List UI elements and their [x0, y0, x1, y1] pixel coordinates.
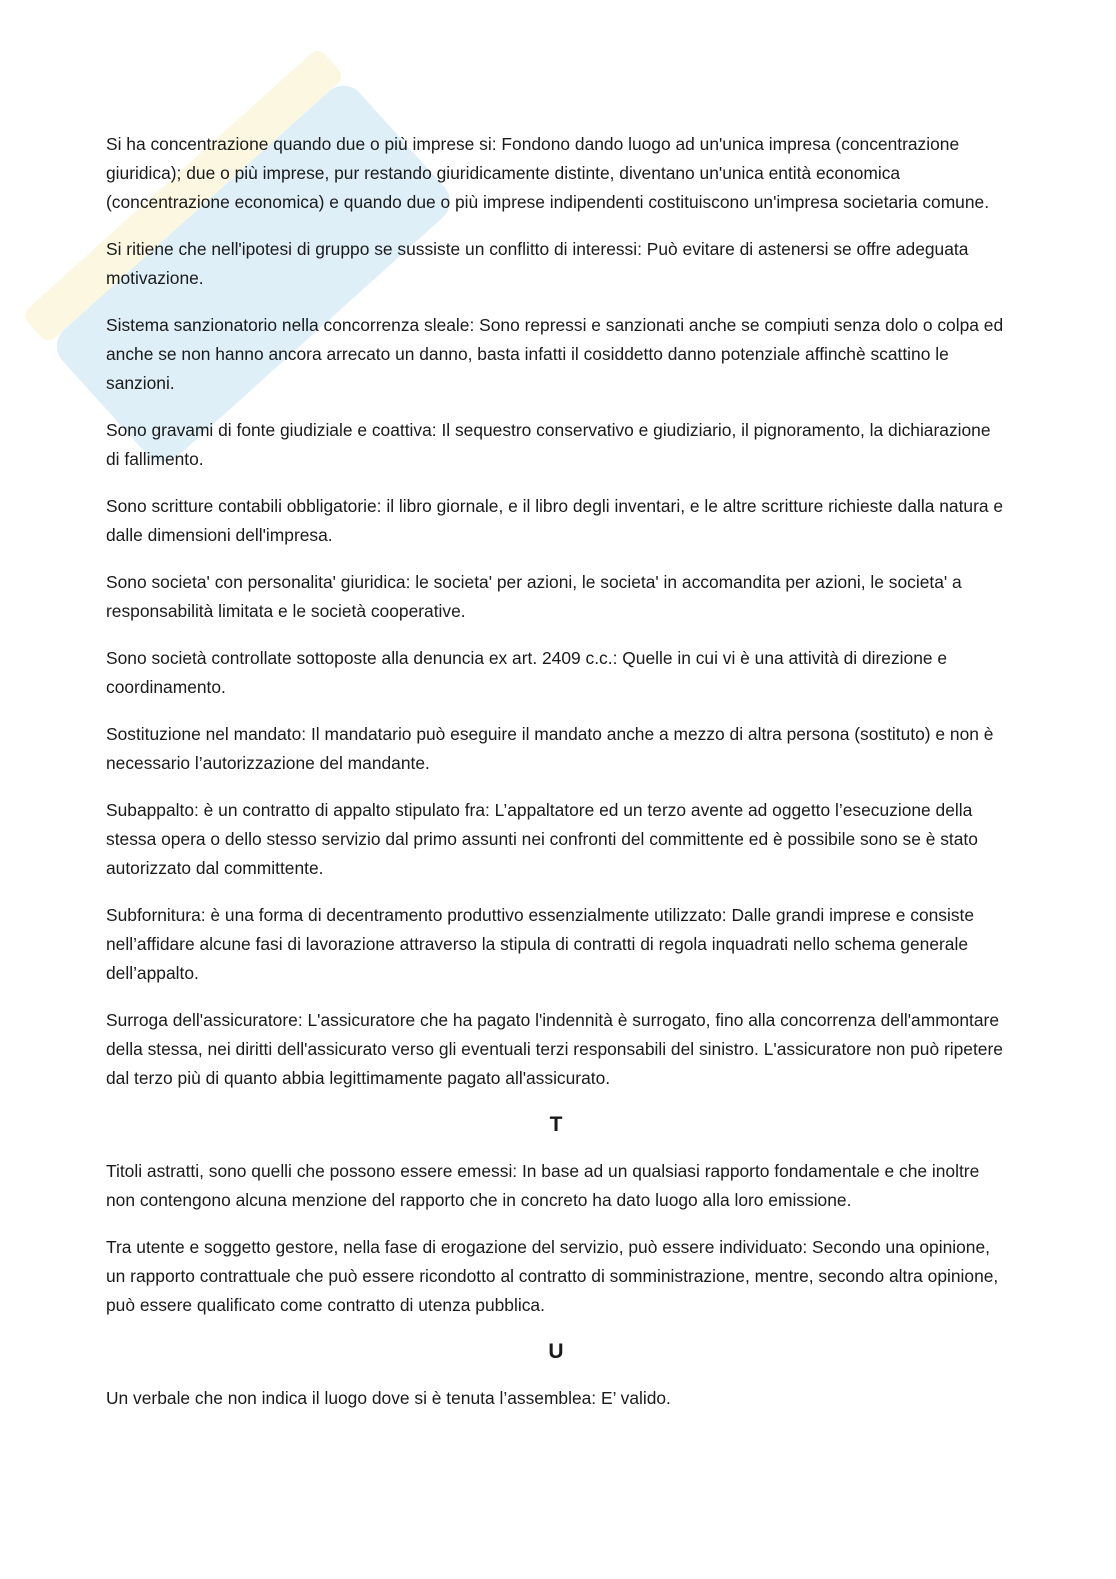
- paragraph-concentrazione: Si ha concentrazione quando due o più imprese si: Fondono dando luogo ad un'unica impresa (concentrazione giuridica); due o più imprese, pur restando giuridicamente distinte, diventano un'unica entità economica (concentrazione economica) e quando due o più imprese indipendenti costituiscono un'impresa societaria comune.: [106, 134, 990, 212]
- paragraph-surroga: Surroga dell'assicuratore: L'assicuratore che ha pagato l'indennità è surrogato, fino alla concorrenza dell'ammontare della stessa, nei diritti dell'assicurato verso gli eventuali terzi responsabili del sinistro. L'assicuratore non può ripetere dal terzo più di quanto abbia legittimamente pagato all'assicurato.: [106, 1010, 1003, 1088]
- section-heading-u: U: [548, 1340, 564, 1363]
- paragraph-titoli-astratti: Titoli astratti, sono quelli che possono essere emessi: In base ad un qualsiasi rapporto fondamentale e che inoltre non contengono alcuna menzione del rapporto che in concreto ha dato luogo alla loro emissione.: [106, 1161, 980, 1210]
- paragraph-utente-gestore: Tra utente e soggetto gestore, nella fase di erogazione del servizio, può essere individuato: Secondo una opinione, un rapporto contrattuale che può essere ricondotto al contratto di somministrazione, mentre, secondo altra opinione, può essere qualificato come contratto di utenza pubblica.: [106, 1237, 999, 1315]
- document-page: [106, 130, 1006, 1431]
- paragraph-gravami: Sono gravami di fonte giudiziale e coattiva: Il sequestro conservativo e giudiziario, il pignoramento, la dichiarazione di fallimento.: [106, 420, 991, 469]
- paragraph-sistema-sanzionatorio: Sistema sanzionatorio nella concorrenza sleale: Sono repressi e sanzionati anche se compiuti senza dolo o colpa ed anche se non hanno ancora arrecato un danno, basta infatti il cosiddetto danno potenziale affinchè scattino le sanzioni.: [106, 315, 1004, 393]
- section-heading-t: T: [549, 1113, 563, 1136]
- paragraph-scritture-contabili: Sono scritture contabili obbligatorie: il libro giornale, e il libro degli inventari, e le altre scritture richieste dalla natura e dalle dimensioni dell'impresa.: [106, 496, 1004, 545]
- paragraph-subappalto: Subappalto: è un contratto di appalto stipulato fra: L’appaltatore ed un terzo avente ad oggetto l’esecuzione della stessa opera o dello stesso servizio dal primo assunti nei confronti del committente ed è possibile sono se è stato autorizzato dal committente.: [106, 800, 978, 878]
- paragraph-sostituzione-mandato: Sostituzione nel mandato: Il mandatario può eseguire il mandato anche a mezzo di altra persona (sostituto) e non è necessario l’autorizzazione del mandante.: [106, 724, 994, 773]
- paragraph-conflitto-interessi: Si ritiene che nell'ipotesi di gruppo se sussiste un conflitto di interessi: Può evitare di astenersi se offre adeguata motivazione.: [106, 239, 969, 288]
- paragraph-subfornitura: Subfornitura: è una forma di decentramento produttivo essenzialmente utilizzato: Dalle grandi imprese e consiste nell’affidare alcune fasi di lavorazione attraverso la stipula di contratti di regola inquadrati nello schema generale dell’appalto.: [106, 905, 975, 983]
- paragraph-societa-controllate: Sono società controllate sottoposte alla denuncia ex art. 2409 c.c.: Quelle in cui vi è una attività di direzione e coordinamento.: [106, 648, 948, 697]
- paragraph-verbale: Un verbale che non indica il luogo dove si è tenuta l’assemblea: E’ valido.: [106, 1388, 671, 1408]
- paragraph-societa-personalita: Sono societa' con personalita' giuridica: le societa' per azioni, le societa' in accomandita per azioni, le societa' a responsabilità limitata e le società cooperative.: [106, 572, 962, 621]
